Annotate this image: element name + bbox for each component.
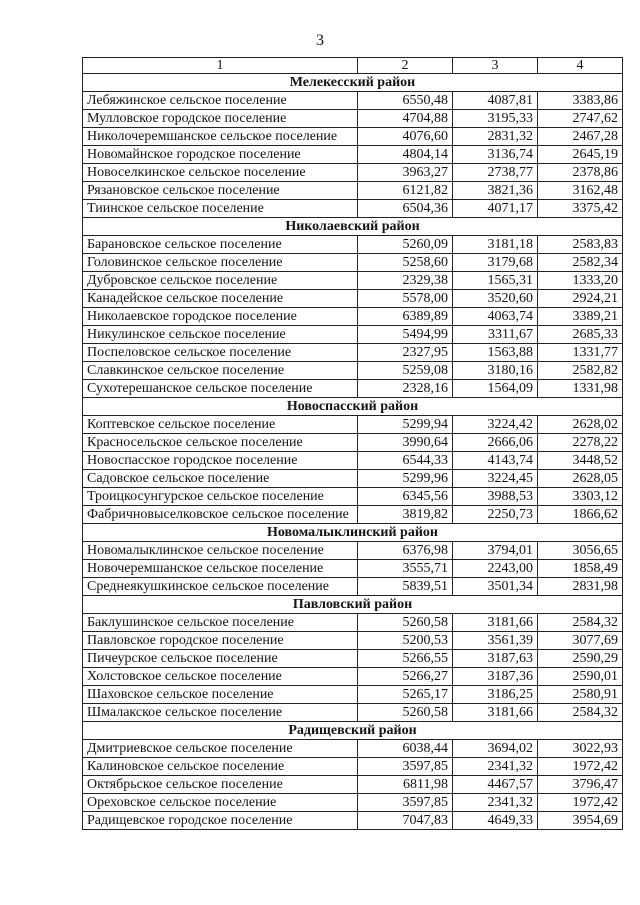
value-col-4: 2583,83 xyxy=(538,236,623,254)
column-header-row xyxy=(83,58,623,74)
value-col-4: 2278,22 xyxy=(538,434,623,452)
value-col-4: 2590,29 xyxy=(538,650,623,668)
table-row xyxy=(83,452,623,470)
table-row xyxy=(83,488,623,506)
value-col-2: 4804,14 xyxy=(358,146,453,164)
value-col-3: 2243,00 xyxy=(453,560,538,578)
value-col-2: 6345,56 xyxy=(358,488,453,506)
value-col-3: 2666,06 xyxy=(453,434,538,452)
value-col-4: 3448,52 xyxy=(538,452,623,470)
settlement-name: Дмитриевское сельское поселение xyxy=(83,740,358,758)
value-col-3: 3224,45 xyxy=(453,470,538,488)
value-col-2: 5260,58 xyxy=(358,704,453,722)
value-col-3: 3136,74 xyxy=(453,146,538,164)
settlement-name: Головинское сельское поселение xyxy=(83,254,358,272)
table-row xyxy=(83,254,623,272)
value-col-3: 2738,77 xyxy=(453,164,538,182)
value-col-3: 1565,31 xyxy=(453,272,538,290)
value-col-4: 2590,01 xyxy=(538,668,623,686)
value-col-3: 4063,74 xyxy=(453,308,538,326)
value-col-2: 6504,36 xyxy=(358,200,453,218)
value-col-3: 3180,16 xyxy=(453,362,538,380)
value-col-2: 5578,00 xyxy=(358,290,453,308)
district-name: Радищевский район xyxy=(83,722,623,740)
district-header-row xyxy=(83,74,623,92)
table-row xyxy=(83,560,623,578)
settlement-name: Новоспасское городское поселение xyxy=(83,452,358,470)
value-col-4: 1333,20 xyxy=(538,272,623,290)
column-header: 1 xyxy=(83,58,358,74)
settlement-name: Мулловское городское поселение xyxy=(83,110,358,128)
value-col-3: 3520,60 xyxy=(453,290,538,308)
settlement-name: Красносельское сельское поселение xyxy=(83,434,358,452)
value-col-4: 2467,28 xyxy=(538,128,623,146)
value-col-2: 3819,82 xyxy=(358,506,453,524)
value-col-3: 1564,09 xyxy=(453,380,538,398)
page-number: 3 xyxy=(316,32,324,49)
value-col-4: 3954,69 xyxy=(538,812,623,830)
table-row xyxy=(83,470,623,488)
value-col-2: 5266,27 xyxy=(358,668,453,686)
settlement-name: Славкинское сельское поселение xyxy=(83,362,358,380)
value-col-3: 1563,88 xyxy=(453,344,538,362)
value-col-2: 6389,89 xyxy=(358,308,453,326)
value-col-2: 2328,16 xyxy=(358,380,453,398)
settlement-name: Садовское сельское поселение xyxy=(83,470,358,488)
value-col-4: 3375,42 xyxy=(538,200,623,218)
table-row xyxy=(83,686,623,704)
table-row xyxy=(83,344,623,362)
value-col-2: 5260,58 xyxy=(358,614,453,632)
district-header-row xyxy=(83,524,623,542)
settlement-name: Новоселкинское сельское поселение xyxy=(83,164,358,182)
table-row xyxy=(83,650,623,668)
value-col-4: 2582,82 xyxy=(538,362,623,380)
table-row xyxy=(83,632,623,650)
settlement-name: Пичеурское сельское поселение xyxy=(83,650,358,668)
table-row xyxy=(83,614,623,632)
value-col-3: 3694,02 xyxy=(453,740,538,758)
value-col-3: 3821,36 xyxy=(453,182,538,200)
value-col-2: 6550,48 xyxy=(358,92,453,110)
table-row xyxy=(83,128,623,146)
district-name: Мелекесский район xyxy=(83,74,623,92)
value-col-4: 2378,86 xyxy=(538,164,623,182)
value-col-4: 1858,49 xyxy=(538,560,623,578)
value-col-2: 4704,88 xyxy=(358,110,453,128)
settlement-name: Коптевское сельское поселение xyxy=(83,416,358,434)
table-row xyxy=(83,704,623,722)
value-col-3: 3186,25 xyxy=(453,686,538,704)
value-col-4: 3056,65 xyxy=(538,542,623,560)
table-row xyxy=(83,92,623,110)
value-col-3: 3224,42 xyxy=(453,416,538,434)
value-col-2: 6121,82 xyxy=(358,182,453,200)
value-col-3: 3181,18 xyxy=(453,236,538,254)
table-row xyxy=(83,794,623,812)
column-header: 3 xyxy=(453,58,538,74)
district-name: Павловский район xyxy=(83,596,623,614)
value-col-3: 3181,66 xyxy=(453,704,538,722)
settlement-name: Среднеякушкинское сельское поселение xyxy=(83,578,358,596)
value-col-2: 5299,96 xyxy=(358,470,453,488)
value-col-2: 5839,51 xyxy=(358,578,453,596)
value-col-3: 4467,57 xyxy=(453,776,538,794)
table-row xyxy=(83,362,623,380)
table-row xyxy=(83,434,623,452)
table-row xyxy=(83,146,623,164)
value-col-3: 4649,33 xyxy=(453,812,538,830)
value-col-3: 2250,73 xyxy=(453,506,538,524)
table-row xyxy=(83,506,623,524)
value-col-4: 2628,02 xyxy=(538,416,623,434)
value-col-3: 3187,36 xyxy=(453,668,538,686)
settlement-name: Фабричновыселковское сельское поселение xyxy=(83,506,358,524)
settlement-name: Новомайнское городское поселение xyxy=(83,146,358,164)
value-col-4: 1972,42 xyxy=(538,758,623,776)
value-col-4: 1972,42 xyxy=(538,794,623,812)
value-col-4: 3389,21 xyxy=(538,308,623,326)
settlement-name: Новомалыклинское сельское поселение xyxy=(83,542,358,560)
value-col-4: 1331,98 xyxy=(538,380,623,398)
value-col-3: 3311,67 xyxy=(453,326,538,344)
value-col-2: 5200,53 xyxy=(358,632,453,650)
table-row xyxy=(83,200,623,218)
district-header-row xyxy=(83,722,623,740)
value-col-2: 3963,27 xyxy=(358,164,453,182)
table-row xyxy=(83,416,623,434)
table-row xyxy=(83,164,623,182)
settlement-name: Троицкосунгурское сельское поселение xyxy=(83,488,358,506)
value-col-2: 5260,09 xyxy=(358,236,453,254)
value-col-2: 5266,55 xyxy=(358,650,453,668)
table-row xyxy=(83,290,623,308)
value-col-2: 5259,08 xyxy=(358,362,453,380)
settlement-name: Шаховское сельское поселение xyxy=(83,686,358,704)
district-name: Николаевский район xyxy=(83,218,623,236)
value-col-4: 2584,32 xyxy=(538,704,623,722)
settlement-name: Поспеловское сельское поселение xyxy=(83,344,358,362)
settlement-name: Ореховское сельское поселение xyxy=(83,794,358,812)
value-col-3: 2831,32 xyxy=(453,128,538,146)
value-col-2: 6376,98 xyxy=(358,542,453,560)
settlement-name: Баклушинское сельское поселение xyxy=(83,614,358,632)
value-col-2: 3597,85 xyxy=(358,794,453,812)
table-row xyxy=(83,812,623,830)
table-body xyxy=(83,58,623,830)
value-col-2: 2327,95 xyxy=(358,344,453,362)
value-col-2: 3597,85 xyxy=(358,758,453,776)
value-col-4: 3022,93 xyxy=(538,740,623,758)
value-col-3: 3179,68 xyxy=(453,254,538,272)
table-row xyxy=(83,236,623,254)
value-col-4: 3077,69 xyxy=(538,632,623,650)
table-row xyxy=(83,740,623,758)
value-col-2: 6544,33 xyxy=(358,452,453,470)
settlement-name: Никулинское сельское поселение xyxy=(83,326,358,344)
district-name: Новомалыклинский район xyxy=(83,524,623,542)
district-name: Новоспасский район xyxy=(83,398,623,416)
table-row xyxy=(83,182,623,200)
value-col-3: 3501,34 xyxy=(453,578,538,596)
value-col-3: 3561,39 xyxy=(453,632,538,650)
settlement-name: Лебяжинское сельское поселение xyxy=(83,92,358,110)
settlement-name: Павловское городское поселение xyxy=(83,632,358,650)
value-col-4: 1866,62 xyxy=(538,506,623,524)
settlement-name: Шмалакское сельское поселение xyxy=(83,704,358,722)
value-col-3: 4071,17 xyxy=(453,200,538,218)
value-col-3: 4143,74 xyxy=(453,452,538,470)
value-col-4: 2924,21 xyxy=(538,290,623,308)
settlement-name: Рязановское сельское поселение xyxy=(83,182,358,200)
value-col-2: 5494,99 xyxy=(358,326,453,344)
data-table xyxy=(82,57,623,830)
value-col-3: 3181,66 xyxy=(453,614,538,632)
district-header-row xyxy=(83,218,623,236)
value-col-4: 2685,33 xyxy=(538,326,623,344)
settlement-name: Октябрьское сельское поселение xyxy=(83,776,358,794)
value-col-4: 2747,62 xyxy=(538,110,623,128)
settlement-name: Тиинское сельское поселение xyxy=(83,200,358,218)
settlement-name: Новочеремшанское сельское поселение xyxy=(83,560,358,578)
settlement-name: Холстовское сельское поселение xyxy=(83,668,358,686)
table-row xyxy=(83,272,623,290)
table-row xyxy=(83,308,623,326)
value-col-2: 3555,71 xyxy=(358,560,453,578)
settlement-name: Барановское сельское поселение xyxy=(83,236,358,254)
value-col-2: 3990,64 xyxy=(358,434,453,452)
settlement-name: Николаевское городское поселение xyxy=(83,308,358,326)
table-row xyxy=(83,110,623,128)
table-row xyxy=(83,542,623,560)
table-row xyxy=(83,578,623,596)
table-row xyxy=(83,668,623,686)
table-row xyxy=(83,776,623,794)
value-col-4: 2582,34 xyxy=(538,254,623,272)
value-col-2: 6811,98 xyxy=(358,776,453,794)
value-col-4: 3383,86 xyxy=(538,92,623,110)
district-header-row xyxy=(83,596,623,614)
value-col-4: 2584,32 xyxy=(538,614,623,632)
value-col-4: 2645,19 xyxy=(538,146,623,164)
value-col-3: 2341,32 xyxy=(453,794,538,812)
table-row xyxy=(83,326,623,344)
value-col-4: 3162,48 xyxy=(538,182,623,200)
value-col-3: 3794,01 xyxy=(453,542,538,560)
value-col-4: 3303,12 xyxy=(538,488,623,506)
column-header: 4 xyxy=(538,58,623,74)
settlement-name: Калиновское сельское поселение xyxy=(83,758,358,776)
value-col-4: 3796,47 xyxy=(538,776,623,794)
value-col-2: 2329,38 xyxy=(358,272,453,290)
settlement-name: Канадейское сельское поселение xyxy=(83,290,358,308)
value-col-3: 3988,53 xyxy=(453,488,538,506)
value-col-2: 6038,44 xyxy=(358,740,453,758)
value-col-4: 2628,05 xyxy=(538,470,623,488)
settlement-name: Дубровское сельское поселение xyxy=(83,272,358,290)
value-col-3: 3195,33 xyxy=(453,110,538,128)
value-col-2: 5265,17 xyxy=(358,686,453,704)
value-col-2: 5299,94 xyxy=(358,416,453,434)
column-header: 2 xyxy=(358,58,453,74)
value-col-3: 3187,63 xyxy=(453,650,538,668)
value-col-4: 2831,98 xyxy=(538,578,623,596)
value-col-4: 1331,77 xyxy=(538,344,623,362)
value-col-2: 4076,60 xyxy=(358,128,453,146)
value-col-2: 5258,60 xyxy=(358,254,453,272)
settlement-name: Радищевское городское поселение xyxy=(83,812,358,830)
value-col-2: 7047,83 xyxy=(358,812,453,830)
value-col-4: 2580,91 xyxy=(538,686,623,704)
table-row xyxy=(83,380,623,398)
value-col-3: 4087,81 xyxy=(453,92,538,110)
district-header-row xyxy=(83,398,623,416)
value-col-3: 2341,32 xyxy=(453,758,538,776)
settlement-name: Сухотерешанское сельское поселение xyxy=(83,380,358,398)
settlement-name: Николочеремшанское сельское поселение xyxy=(83,128,358,146)
table-row xyxy=(83,758,623,776)
